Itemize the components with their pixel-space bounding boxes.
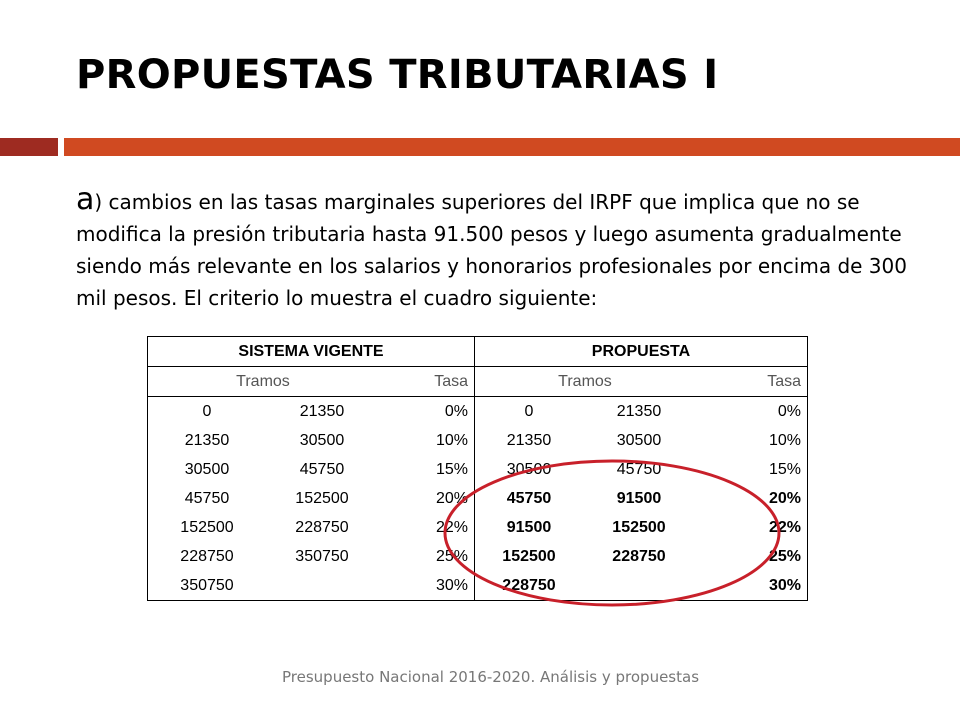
- cell-propuesta-from: 21350: [506, 431, 552, 449]
- highlight-ellipse: [445, 461, 779, 605]
- cell-propuesta-rate: 25%: [695, 542, 808, 571]
- header-propuesta: PROPUESTA: [475, 337, 808, 367]
- cell-propuesta-to: 30500: [616, 431, 662, 449]
- cell-propuesta-rate: 10%: [695, 426, 808, 455]
- cell-propuesta-rate: 15%: [695, 455, 808, 484]
- cell-vigente-from: 350750: [148, 571, 267, 601]
- subheader-vigente-tramos: Tramos: [148, 367, 379, 397]
- cell-propuesta-to: 45750: [616, 460, 662, 478]
- cell-propuesta-to: 152500: [612, 518, 666, 536]
- cell-vigente-to: 21350: [299, 402, 345, 420]
- body-text: ) cambios en las tasas marginales superiores del IRPF que implica que no se modifica la presión tributaria hasta 91.500 pesos y luego asumenta gradualmente siendo más relevante en los salarios y honorarios profesionales por encima de 300 mil pesos. El criterio lo muestra el cuadro siguiente:: [76, 190, 907, 310]
- cell-vigente-from: 30500: [148, 455, 267, 484]
- cell-propuesta-to: 228750: [612, 547, 666, 565]
- cell-vigente-rate: 20%: [378, 484, 475, 513]
- cell-vigente-rate: 30%: [378, 571, 475, 601]
- cell-propuesta-rate: 22%: [695, 513, 808, 542]
- slide-title: PROPUESTAS TRIBUTARIAS I: [76, 52, 719, 98]
- cell-propuesta-rate: 30%: [695, 571, 808, 601]
- cell-propuesta-rate: 20%: [695, 484, 808, 513]
- cell-vigente-rate: 10%: [378, 426, 475, 455]
- cell-propuesta-from: 45750: [506, 489, 552, 507]
- cell-vigente-from: 228750: [148, 542, 267, 571]
- subheader-propuesta-tramos: Tramos: [475, 367, 696, 397]
- cell-propuesta-to: 21350: [616, 402, 662, 420]
- subheader-propuesta-tasa: Tasa: [695, 367, 808, 397]
- cell-propuesta-from: 228750: [475, 571, 584, 601]
- cell-propuesta-to: 91500: [616, 489, 662, 507]
- lead-letter: a: [76, 182, 95, 217]
- cell-vigente-to: 152500: [295, 489, 349, 507]
- cell-vigente-rate: 0%: [378, 397, 475, 427]
- cell-vigente-rate: 22%: [378, 513, 475, 542]
- cell-propuesta-from: 91500: [506, 518, 552, 536]
- cell-propuesta-rate: 0%: [695, 397, 808, 427]
- cell-vigente-to: 228750: [295, 518, 349, 536]
- cell-vigente-to: 45750: [299, 460, 345, 478]
- header-sistema-vigente: SISTEMA VIGENTE: [148, 337, 475, 367]
- cell-propuesta-from: 30500: [506, 460, 552, 478]
- cell-propuesta-from: 152500: [502, 547, 556, 565]
- cell-propuesta-from: 0: [524, 402, 534, 420]
- subheader-vigente-tasa: Tasa: [378, 367, 475, 397]
- cell-vigente-from: 45750: [148, 484, 267, 513]
- cell-vigente-from: 21350: [148, 426, 267, 455]
- cell-vigente-to: 30500: [299, 431, 345, 449]
- cell-vigente-rate: 15%: [378, 455, 475, 484]
- cell-vigente-from: 0: [148, 397, 267, 427]
- slide-footer: Presupuesto Nacional 2016-2020. Análisis y propuestas: [282, 668, 700, 686]
- cell-vigente-from: 152500: [148, 513, 267, 542]
- cell-vigente-to: 350750: [295, 547, 349, 565]
- cell-vigente-rate: 25%: [378, 542, 475, 571]
